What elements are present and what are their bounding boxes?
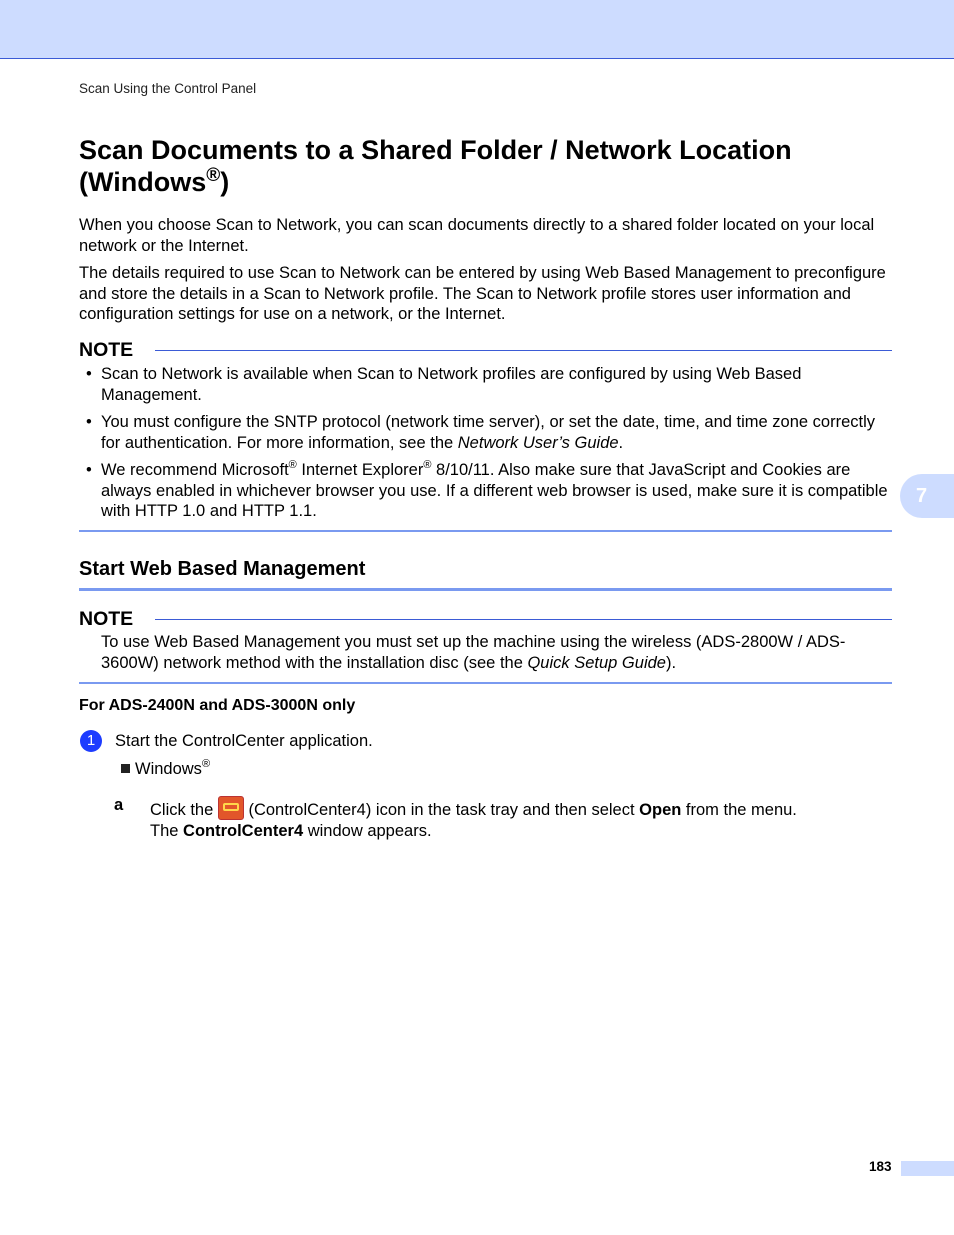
page-number-bar (901, 1161, 954, 1176)
section-title: Start Web Based Management (79, 558, 366, 580)
guide-reference: Network User’s Guide (457, 433, 619, 452)
chapter-tab[interactable]: 7 (900, 474, 954, 518)
substep-letter: a (114, 796, 124, 814)
bullet-text-part: Internet Explorer (296, 461, 424, 479)
header-band (0, 0, 954, 59)
page-number: 183 (869, 1159, 892, 1174)
substep-text (150, 796, 880, 841)
menu-option-open: Open (639, 801, 682, 819)
bullet-text-part: You must configure the SNTP protocol (network time server), or set the date, time, and time zone correctly for authentication. For more information, see the (101, 413, 876, 452)
substep-text-part: (ControlCenter4) icon in the task tray and then select (243, 801, 640, 819)
window-name: ControlCenter4 (183, 821, 304, 840)
intro-paragraph-1: When you choose Scan to Network, you can scan documents directly to a shared folder located on your local network or the Internet. (79, 216, 875, 255)
breadcrumb: Scan Using the Control Panel (79, 81, 257, 96)
title-line-2: (Windows (79, 167, 207, 197)
note-heading: NOTE (79, 608, 134, 630)
title-close: ) (220, 167, 230, 197)
substep-text-part: from the menu. (681, 801, 797, 819)
note-bottom-rule (79, 682, 892, 684)
step-text: Start the ControlCenter application. (115, 732, 373, 750)
note-rule (155, 350, 892, 351)
note-text-part: To use Web Based Management you must set up the machine using the wireless (ADS-2800W / ADS-3600W) network method with the installation disc (see the (101, 633, 846, 672)
registered-mark: ® (423, 459, 432, 471)
substep-text-part: The (150, 821, 184, 840)
guide-reference: Quick Setup Guide (527, 653, 666, 672)
bullet-dot: • (86, 461, 92, 479)
bullet-text (101, 412, 891, 453)
substep-text-part: Click the (150, 801, 218, 819)
note-text (101, 632, 861, 673)
registered-mark: ® (206, 165, 221, 186)
note-text-part: ). (665, 653, 677, 672)
step-number-badge: 1 (80, 730, 102, 752)
bullet-text-part: We recommend Microsoft (101, 461, 289, 479)
note-heading: NOTE (79, 339, 134, 361)
bullet-text-part: . (618, 433, 624, 452)
subsection-title: For ADS-2400N and ADS-3000N only (79, 697, 356, 714)
bullet-text-part: 8/10/11. Also make sure that JavaScript and Cookies are always enabled in whichever browser you use. If a different web browser is used, make sure it is compatible with HTTP 1.0 and HTTP 1.1. (101, 461, 888, 520)
bullet-dot: • (86, 365, 92, 383)
note-bottom-rule (79, 530, 892, 532)
substep-text-part: window appears. (303, 821, 432, 840)
section-rule (79, 588, 892, 591)
registered-mark: ® (288, 459, 297, 471)
intro-paragraph-2: The details required to use Scan to Network can be entered by using Web Based Management to preconfigure and store the details in a Scan to Network profile. The Scan to Network profile stores user information and configuration settings for use on a network, or the Internet. (79, 264, 886, 323)
os-name: Windows (135, 760, 202, 778)
title-line-1: Scan Documents to a Shared Folder / Network Location (79, 135, 792, 165)
bullet-text: Scan to Network is available when Scan to Network profiles are configured by using Web Based Management. (101, 365, 802, 404)
os-list-item (121, 760, 210, 779)
bullet-dot: • (86, 413, 92, 431)
registered-mark: ® (201, 758, 211, 770)
controlcenter4-icon (218, 796, 244, 820)
page-title (79, 134, 879, 198)
square-bullet-icon (121, 764, 130, 773)
note-rule (155, 619, 892, 620)
bullet-text (101, 460, 891, 522)
